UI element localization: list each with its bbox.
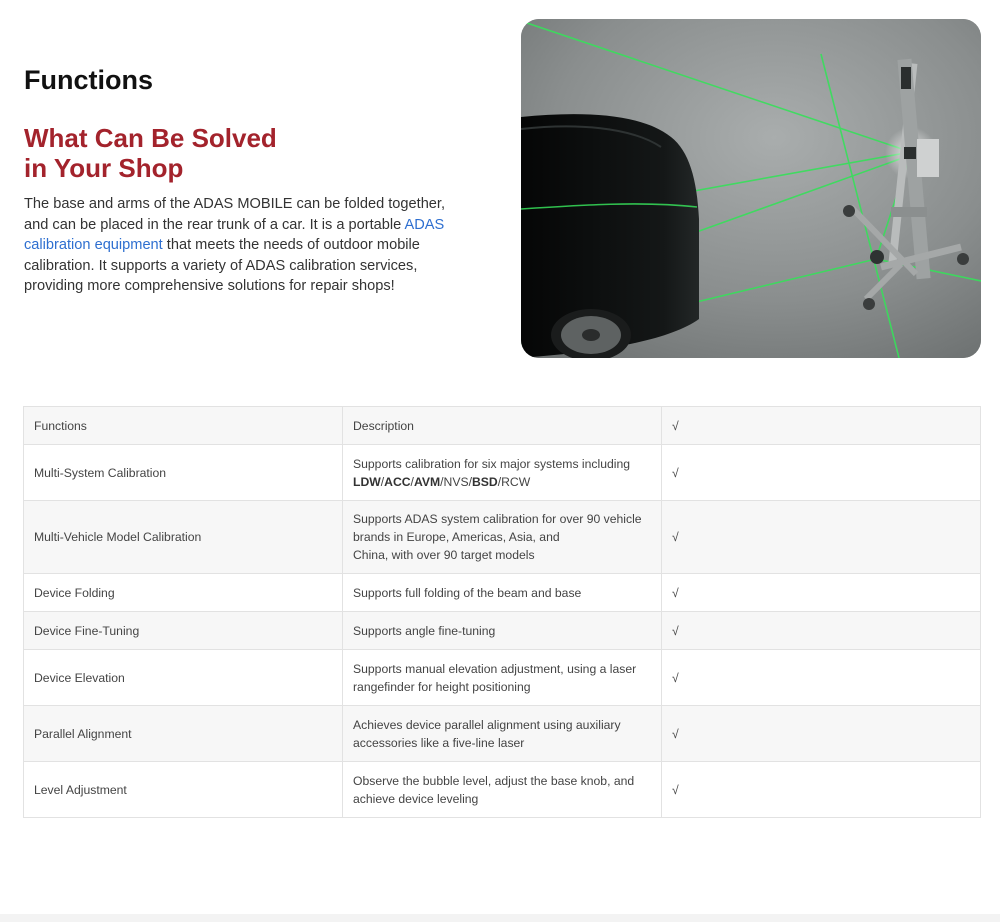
header-check: √	[662, 407, 981, 445]
adas-rig-illustration	[521, 19, 981, 358]
description-cell: Supports angle fine-tuning	[343, 612, 662, 650]
description-line: Achieves device parallel alignment using auxiliary	[353, 717, 621, 732]
check-cell: √	[662, 445, 981, 501]
description-line: achieve device leveling	[353, 791, 479, 806]
check-cell: √	[662, 650, 981, 706]
description-cell	[343, 650, 662, 706]
description-line: rangefinder for height positioning	[353, 679, 531, 694]
description-line: Supports calibration for six major systems including	[353, 456, 631, 471]
check-cell: √	[662, 706, 981, 762]
subtitle	[24, 123, 464, 183]
description-cell	[343, 501, 662, 574]
intro-section	[24, 62, 464, 297]
adas-calibration-equipment-link[interactable]: ADAS calibration equipment	[24, 216, 445, 253]
table-row	[24, 574, 981, 612]
functions-table	[23, 406, 981, 818]
hero-image	[521, 19, 981, 358]
table-row	[24, 445, 981, 501]
system-ldw: LDW	[353, 474, 381, 489]
description-line: Supports ADAS system calibration for over 90 vehicle	[353, 512, 642, 526]
intro-text-before-link: The base and arms of the ADAS MOBILE can be folded together, and can be placed in the rear trunk of a car. It is a portable	[24, 196, 446, 233]
car	[521, 114, 699, 358]
table-header-row	[24, 407, 981, 445]
table-row	[24, 501, 981, 574]
intro-text-after-link: that meets the needs of outdoor mobile calibration. It supports a variety of ADAS calibration services, providing more comprehensive solutions for repair shops!	[24, 237, 420, 294]
system-avm: AVM	[413, 474, 441, 489]
system-rcw: RCW	[501, 474, 531, 489]
table-row	[24, 612, 981, 650]
system-bsd: BSD	[471, 474, 498, 489]
description-line: Supports manual elevation adjustment, using a laser	[353, 661, 637, 676]
table-row	[24, 762, 981, 818]
description-cell	[343, 706, 662, 762]
description-cell: Supports full folding of the beam and base	[343, 574, 662, 612]
header-functions: Functions	[24, 407, 343, 445]
system-acc: ACC	[384, 474, 411, 489]
description-line: Observe the bubble level, adjust the base knob, and	[353, 773, 635, 788]
section-title: Functions	[24, 65, 153, 95]
function-cell: Multi-System Calibration	[24, 445, 343, 501]
system-nvs: NVS	[443, 474, 469, 489]
function-cell: Device Folding	[24, 574, 343, 612]
intro-paragraph	[24, 194, 464, 297]
check-cell: √	[662, 574, 981, 612]
description-cell: Supports calibration for six major systems including LDW/ACC/AVM/NVS/BSD/RCW	[343, 445, 662, 501]
function-cell: Parallel Alignment	[24, 706, 343, 762]
header-description: Description	[343, 407, 662, 445]
description-line: brands in Europe, Americas, Asia, and	[353, 530, 560, 544]
function-cell: Level Adjustment	[24, 762, 343, 818]
description-line: accessories like a five-line laser	[353, 735, 525, 750]
check-cell: √	[662, 501, 981, 574]
function-cell: Multi-Vehicle Model Calibration	[24, 501, 343, 574]
table-row	[24, 650, 981, 706]
function-cell: Device Fine-Tuning	[24, 612, 343, 650]
check-cell: √	[662, 762, 981, 818]
description-line: China, with over 90 target models	[353, 548, 535, 562]
description-cell	[343, 762, 662, 818]
table-row	[24, 706, 981, 762]
function-cell: Device Elevation	[24, 650, 343, 706]
footer-band	[0, 914, 1000, 922]
check-cell: √	[662, 612, 981, 650]
subtitle-line-1: What Can Be Solved	[24, 123, 277, 153]
subtitle-line-2: in Your Shop	[24, 153, 184, 183]
